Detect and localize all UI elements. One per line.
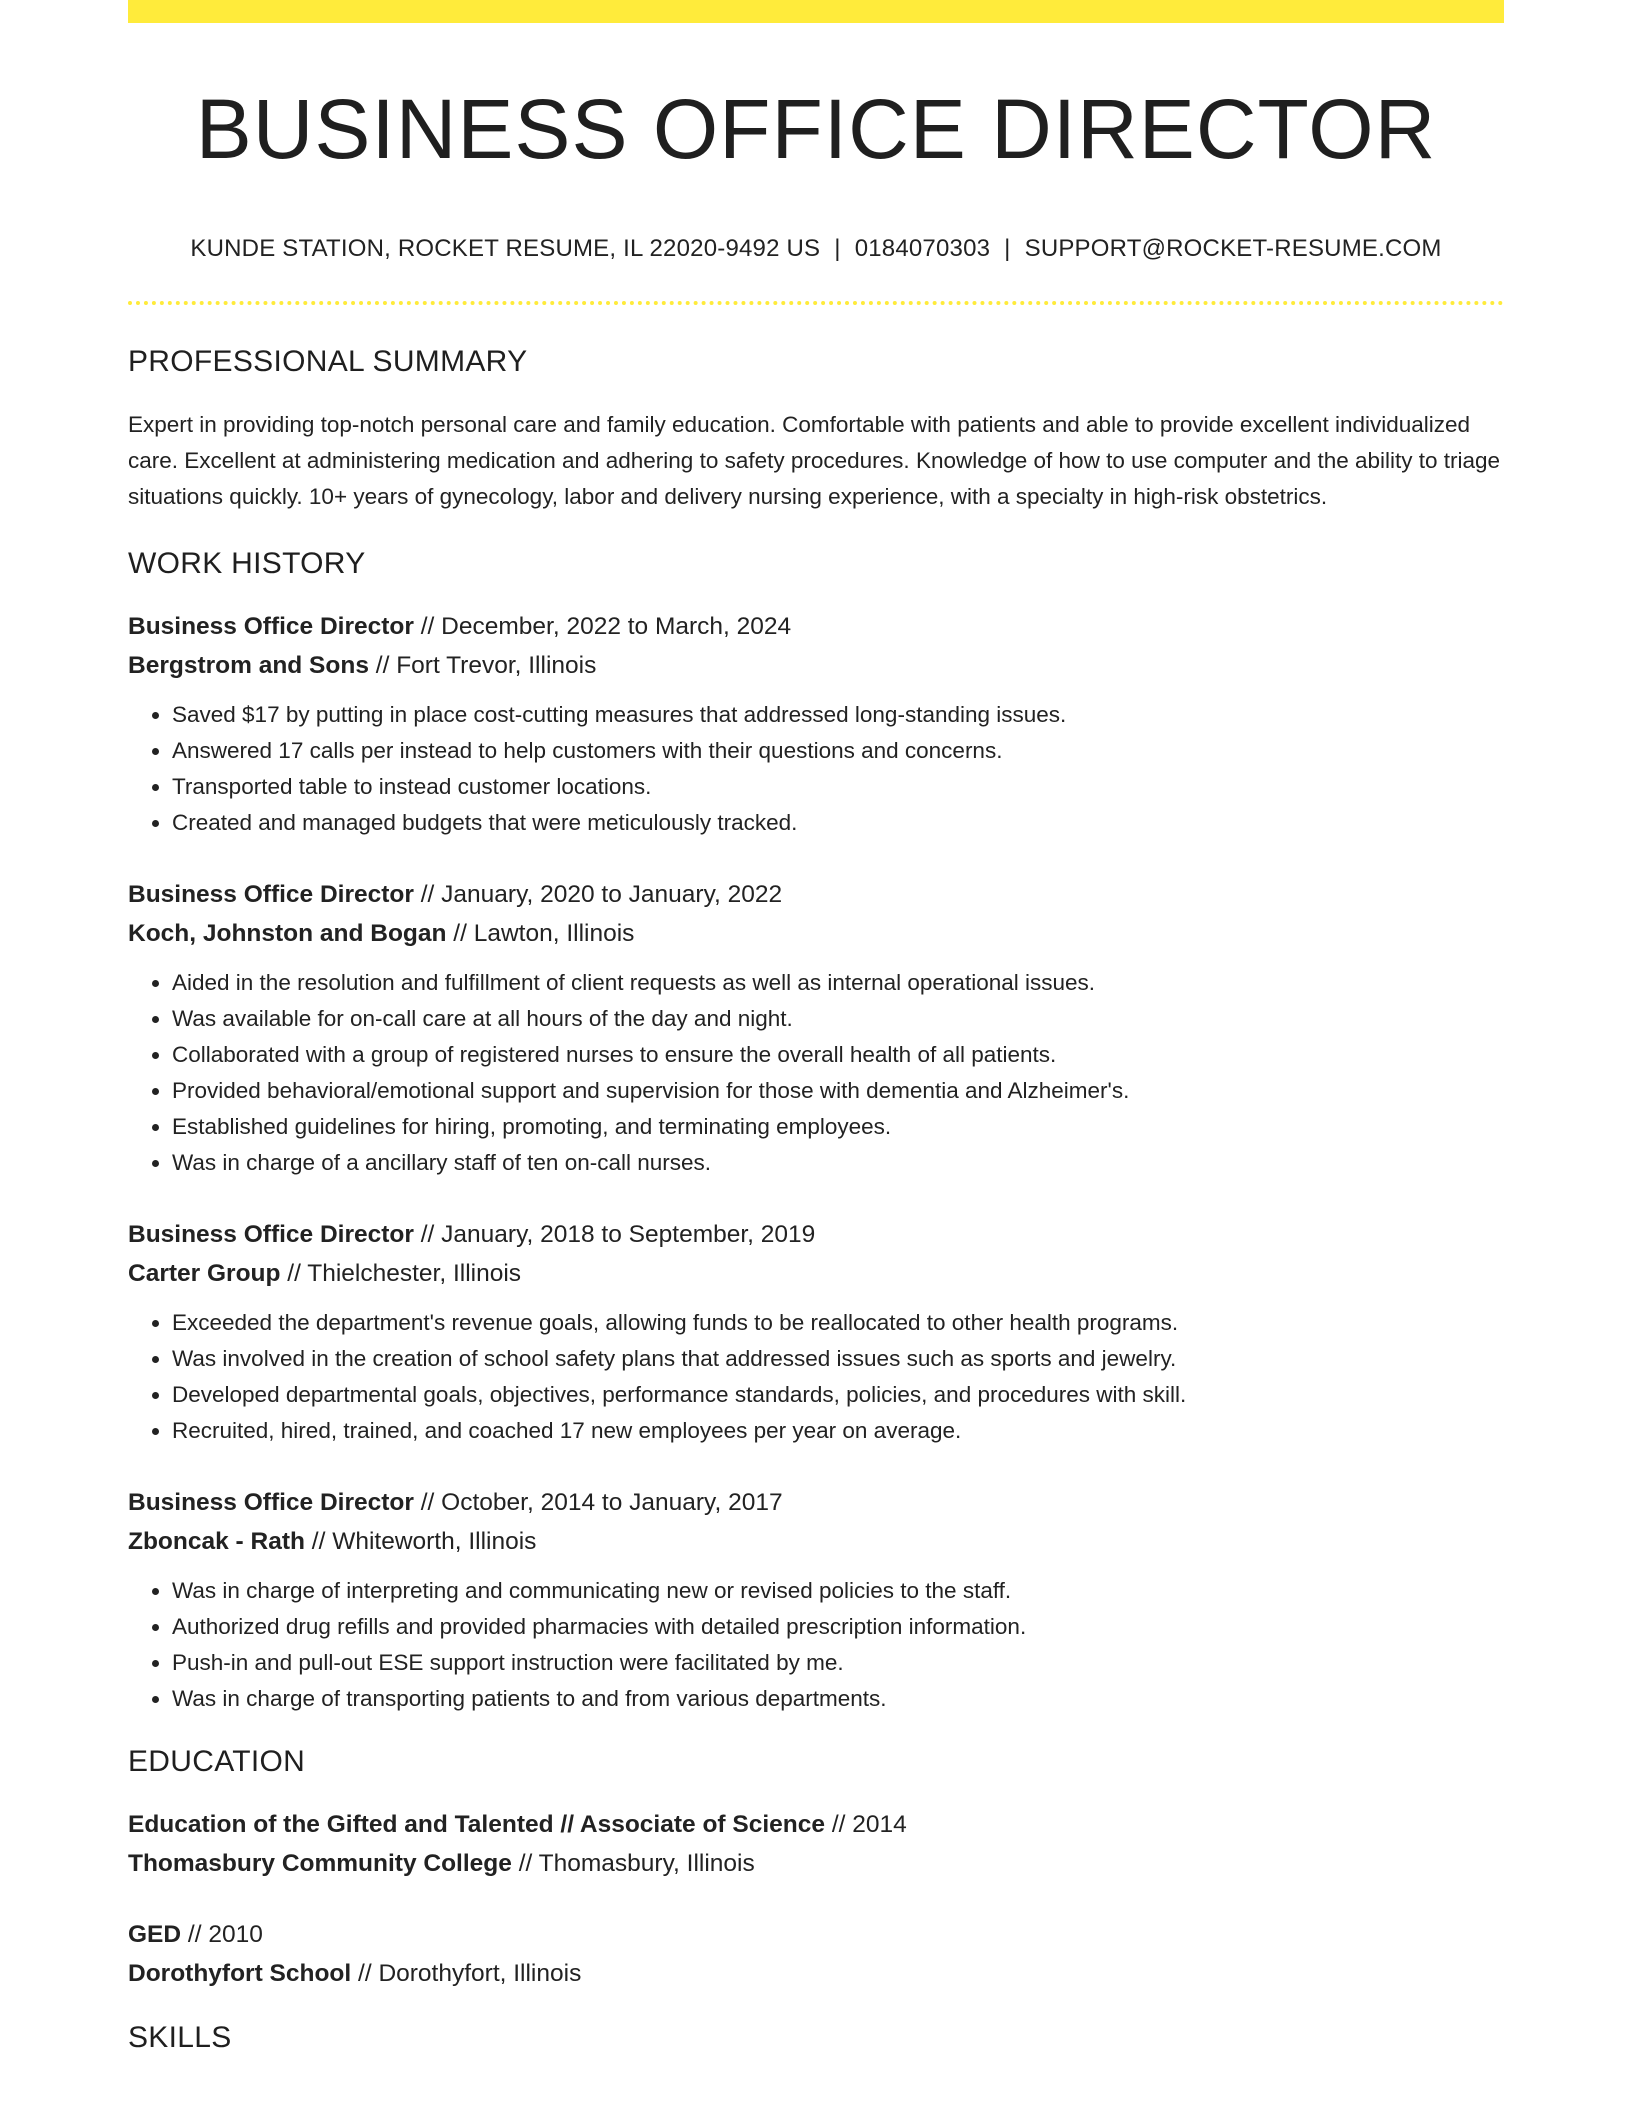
job-entry	[128, 1483, 1504, 1717]
section-title-summary: PROFESSIONAL SUMMARY	[128, 345, 528, 379]
job-role: Business Office Director	[128, 1221, 414, 1249]
education-degree-line	[128, 1915, 1504, 1954]
education-entry	[128, 1805, 1504, 1883]
contact-phone: 0184070303	[854, 235, 991, 263]
job-bullet: • Collaborated with a group of registered nurses to ensure the overall health of all patients.	[172, 1037, 1504, 1073]
job-company-line	[128, 914, 1504, 953]
job-bullet: • Was in charge of interpreting and communicating new or revised policies to the staff.	[172, 1573, 1504, 1609]
education-school-line	[128, 1844, 1504, 1883]
contact-separator: |	[834, 235, 841, 263]
job-company-line	[128, 1522, 1504, 1561]
job-company-line	[128, 646, 1504, 685]
job-company: Koch, Johnston and Bogan	[128, 920, 447, 948]
job-bullet: • Answered 17 calls per instead to help customers with their questions and concerns.	[172, 733, 1504, 769]
job-bullet: • Was involved in the creation of school safety plans that addressed issues such as sports and jewelry.	[172, 1341, 1504, 1377]
job-title-line	[128, 607, 1504, 646]
job-bullet: • Exceeded the department's revenue goals, allowing funds to be reallocated to other health programs.	[172, 1305, 1504, 1341]
education-school: Thomasbury Community College	[128, 1850, 512, 1878]
job-dates: // January, 2018 to September, 2019	[413, 1221, 816, 1249]
top-accent-bar	[128, 0, 1504, 23]
job-bullets	[128, 1573, 1504, 1717]
contact-separator: |	[1004, 235, 1011, 263]
job-title-line	[128, 1483, 1504, 1522]
job-title-line	[128, 1215, 1504, 1254]
resume-page	[128, 0, 1504, 2055]
education-entry	[128, 1915, 1504, 1993]
job-bullet: • Authorized drug refills and provided pharmacies with detailed prescription information.	[172, 1609, 1504, 1645]
job-dates: // January, 2020 to January, 2022	[413, 881, 783, 909]
contact-address: KUNDE STATION, ROCKET RESUME, IL 22020-9492 US	[190, 235, 821, 263]
section-title-skills: SKILLS	[128, 2021, 232, 2055]
job-bullet: • Recruited, hired, trained, and coached 17 new employees per year on average.	[172, 1413, 1504, 1449]
job-title-line	[128, 875, 1504, 914]
job-bullets	[128, 697, 1504, 841]
education-location: // Dorothyfort, Illinois	[351, 1960, 582, 1988]
job-bullet: • Was available for on-call care at all hours of the day and night.	[172, 1001, 1504, 1037]
education-location: // Thomasbury, Illinois	[511, 1850, 755, 1878]
resume-name: BUSINESS OFFICE DIRECTOR	[195, 82, 1437, 176]
job-bullet: • Created and managed budgets that were meticulously tracked.	[172, 805, 1504, 841]
job-location: // Whiteworth, Illinois	[304, 1528, 537, 1556]
contact-line	[128, 235, 1504, 263]
job-location: // Thielchester, Illinois	[280, 1260, 522, 1288]
job-bullets	[128, 1305, 1504, 1449]
education-year: // 2010	[181, 1921, 263, 1949]
section-title-work-history: WORK HISTORY	[128, 547, 366, 581]
job-bullet: • Transported table to instead customer locations.	[172, 769, 1504, 805]
section-title-education: EDUCATION	[128, 1745, 306, 1779]
job-entry	[128, 875, 1504, 1181]
education-year: // 2014	[825, 1811, 907, 1839]
education-degree: GED	[128, 1921, 182, 1949]
job-bullet: • Provided behavioral/emotional support and supervision for those with dementia and Alzheimer's.	[172, 1073, 1504, 1109]
job-location: // Fort Trevor, Illinois	[368, 652, 597, 680]
summary-text: Expert in providing top-notch personal care and family education. Comfortable with patients and able to provide excellent individualized care. Excellent at administering medication and adhering to safety procedures. Knowledge of how to use computer and the ability to triage situations quickly. 10+ years of gynecology, labor and delivery nursing experience, with a specialty in high-risk obstetrics.	[128, 412, 1501, 510]
job-bullet: • Was in charge of a ancillary staff of ten on-call nurses.	[172, 1145, 1504, 1181]
education-school: Dorothyfort School	[128, 1960, 352, 1988]
job-company-line	[128, 1254, 1504, 1293]
job-role: Business Office Director	[128, 881, 414, 909]
job-entry	[128, 1215, 1504, 1449]
education-school-line	[128, 1954, 1504, 1993]
job-company: Bergstrom and Sons	[128, 652, 369, 680]
job-role: Business Office Director	[128, 613, 414, 641]
job-bullet: • Saved $17 by putting in place cost-cutting measures that addressed long-standing issues.	[172, 697, 1504, 733]
dotted-divider	[128, 301, 1504, 305]
education-degree-line	[128, 1805, 1504, 1844]
job-company: Zboncak - Rath	[128, 1528, 305, 1556]
job-dates: // October, 2014 to January, 2017	[413, 1489, 783, 1517]
job-bullet: • Push-in and pull-out ESE support instruction were facilitated by me.	[172, 1645, 1504, 1681]
job-bullets	[128, 965, 1504, 1181]
job-role: Business Office Director	[128, 1489, 414, 1517]
job-location: // Lawton, Illinois	[446, 920, 635, 948]
education-degree: Education of the Gifted and Talented // Associate of Science	[128, 1811, 826, 1839]
job-entry	[128, 607, 1504, 841]
job-bullet: • Was in charge of transporting patients to and from various departments.	[172, 1681, 1504, 1717]
job-company: Carter Group	[128, 1260, 281, 1288]
job-bullet: • Established guidelines for hiring, promoting, and terminating employees.	[172, 1109, 1504, 1145]
job-bullet: • Developed departmental goals, objectives, performance standards, policies, and procedures with skill.	[172, 1377, 1504, 1413]
contact-email: SUPPORT@ROCKET-RESUME.COM	[1024, 235, 1442, 263]
job-dates: // December, 2022 to March, 2024	[413, 613, 792, 641]
job-bullet: • Aided in the resolution and fulfillment of client requests as well as internal operational issues.	[172, 965, 1504, 1001]
